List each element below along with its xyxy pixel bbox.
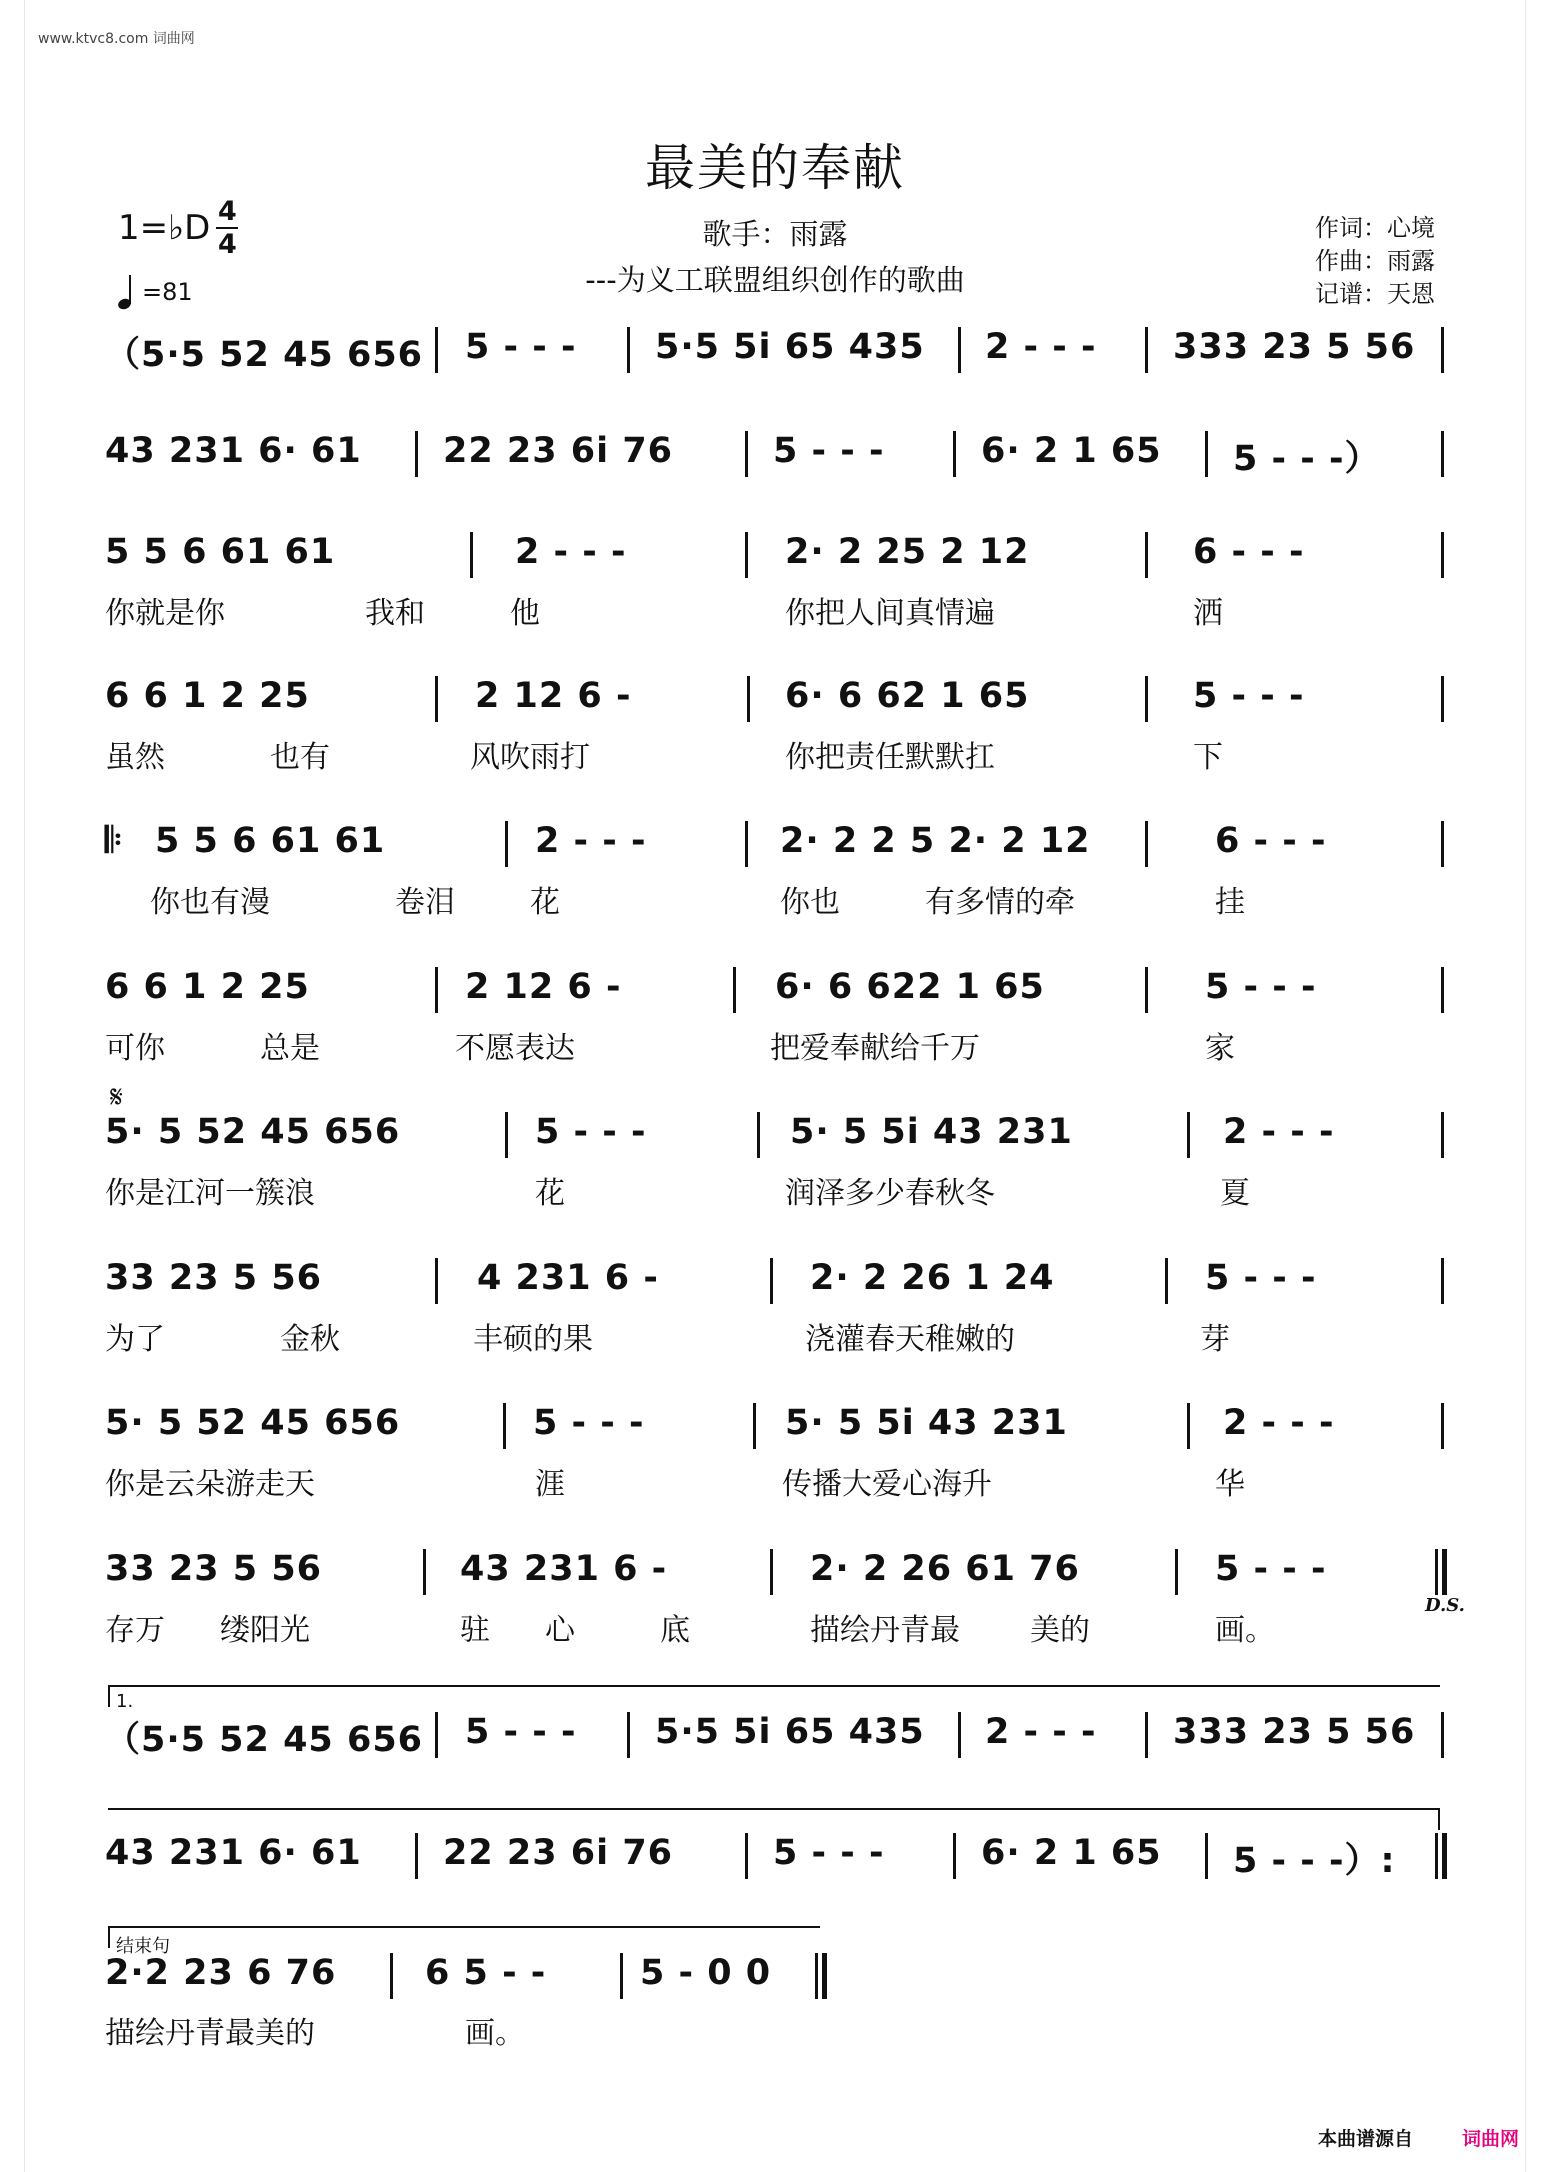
- volta-label: 1.: [116, 1691, 134, 1712]
- key-tone: ♭D: [168, 208, 211, 248]
- lyric-line-7: [105, 1168, 1445, 1211]
- final-bar-line: [1442, 1549, 1447, 1595]
- measure: 5 - - -: [773, 1833, 885, 1873]
- bar-line: [953, 1833, 956, 1879]
- bar-line: [1441, 1258, 1444, 1304]
- measure: 22 23 6i 76: [443, 431, 674, 471]
- measure: 5 - - -: [1205, 1258, 1317, 1298]
- bar-line: [1441, 532, 1444, 578]
- lyric: 芽: [1200, 1322, 1230, 1357]
- bar-line: [1145, 967, 1148, 1013]
- measure: 2· 2 26 1 24: [810, 1258, 1055, 1298]
- right-margin-strip: [1525, 0, 1550, 2172]
- bar-line: [435, 327, 438, 373]
- song-title: 最美的奉献: [645, 139, 905, 197]
- lyric: 传播大爱心海升: [782, 1467, 992, 1502]
- bar-line: [1187, 1403, 1190, 1449]
- bar-line: [435, 1258, 438, 1304]
- bar-line: [770, 1258, 773, 1304]
- left-margin-strip: [0, 0, 25, 2172]
- measure: 5 - - -: [1205, 967, 1317, 1007]
- bar-line: [415, 431, 418, 477]
- measure: 2· 2 26 61 76: [810, 1549, 1080, 1589]
- subtitle: ---为义工联盟组织创作的歌曲: [585, 263, 965, 297]
- lyric-line-5: [105, 877, 1445, 920]
- tempo-value: =81: [142, 278, 193, 306]
- lyric: 下: [1193, 740, 1223, 775]
- lyric: 缕阳光: [220, 1613, 310, 1648]
- quarter-note-icon: [118, 275, 138, 309]
- measure: 4 231 6 -: [477, 1258, 659, 1298]
- lyric-line-10: [105, 1605, 1445, 1648]
- ending-bracket: [108, 1926, 820, 1957]
- lyric: 华: [1215, 1467, 1245, 1502]
- score-line-5: [105, 817, 1445, 875]
- bar-line: [1441, 327, 1444, 373]
- bar-line: [1441, 821, 1444, 867]
- lyric: 家: [1205, 1031, 1235, 1066]
- measure: 6 - - -: [1193, 532, 1305, 572]
- lyric-line-3: [105, 588, 1445, 631]
- bar-line: [1441, 1403, 1444, 1449]
- lyric: 你把责任默默扛: [785, 740, 995, 775]
- measure: 33 23 5 56: [105, 1258, 323, 1298]
- lyric-line-4: [105, 732, 1445, 775]
- lyricist: 作词：心境: [1315, 214, 1435, 242]
- composer: 作曲：雨露: [1315, 247, 1435, 275]
- measure: （5·5 52 45 656: [105, 1720, 424, 1760]
- lyric: 画。: [465, 2016, 525, 2051]
- beats-top: 4: [217, 196, 237, 227]
- bar-line: [770, 1549, 773, 1595]
- footer-site-link[interactable]: 词曲网: [1462, 2128, 1520, 2150]
- bar-line: [745, 821, 748, 867]
- lyric: 你也: [780, 885, 840, 920]
- lyric: 可你: [105, 1031, 165, 1066]
- lyric: 不愿表达: [455, 1031, 575, 1066]
- bar-line: [958, 327, 961, 373]
- score-line-1: [105, 323, 1445, 381]
- measure: 43 231 6 -: [460, 1549, 668, 1589]
- bar-line: [815, 1953, 818, 1999]
- measure: 2 - - -: [985, 327, 1097, 367]
- lyric: 驻: [460, 1613, 490, 1648]
- footer-source-label: 本曲谱源自: [1318, 2128, 1414, 2150]
- repeat-start: 𝄆: [105, 821, 124, 861]
- bar-line: [1441, 1712, 1444, 1758]
- bar-line: [747, 676, 750, 722]
- measure: 43 231 6· 61: [105, 1833, 362, 1873]
- score-line-3: [105, 528, 1445, 586]
- watermark-text: www.ktvc8.com 词曲网: [38, 31, 195, 47]
- lyric: 你也有漫: [150, 885, 270, 920]
- bar-line: [505, 1112, 508, 1158]
- lyric: 夏: [1220, 1176, 1250, 1211]
- lyric: 画。: [1215, 1613, 1275, 1648]
- bar-line: [745, 1833, 748, 1879]
- beats-bottom: 4: [217, 229, 237, 260]
- bar-line: [1145, 532, 1148, 578]
- time-signature: [216, 198, 238, 258]
- lyric: 总是: [260, 1031, 320, 1066]
- bar-line: [1435, 1833, 1438, 1879]
- measure: 2 - - -: [535, 821, 647, 861]
- bar-line: [505, 821, 508, 867]
- measure: 5 - 0 0: [640, 1953, 772, 1993]
- bar-line: [958, 1712, 961, 1758]
- bar-line: [1145, 1712, 1148, 1758]
- lyric: 花: [535, 1176, 565, 1211]
- measure: 5· 5 52 45 656: [105, 1112, 401, 1152]
- lyric: 卷泪: [395, 885, 455, 920]
- score-line-4: [105, 672, 1445, 730]
- bar-line: [435, 967, 438, 1013]
- lyric: 风吹雨打: [470, 740, 590, 775]
- bar-line: [1441, 1112, 1444, 1158]
- bar-line: [745, 532, 748, 578]
- tempo-mark: [118, 275, 193, 309]
- lyric-line-6: [105, 1023, 1445, 1066]
- measure: 2 - - -: [1223, 1112, 1335, 1152]
- lyric: 丰硕的果: [473, 1322, 593, 1357]
- bar-line: [1441, 431, 1444, 477]
- lyric: 美的: [1030, 1613, 1090, 1648]
- bar-line: [1435, 1549, 1438, 1595]
- bar-line: [1145, 821, 1148, 867]
- measure: 5 - - -: [1193, 676, 1305, 716]
- measure: 5 - - -: [535, 1112, 647, 1152]
- lyric: 挂: [1215, 885, 1245, 920]
- measure: 5 5 6 61 61: [105, 532, 336, 572]
- measure: 5 5 6 61 61: [155, 821, 386, 861]
- measure: 5 - - -: [533, 1403, 645, 1443]
- ds-mark: D.S.: [1425, 1595, 1465, 1616]
- bar-line: [435, 1712, 438, 1758]
- measure: 6 6 1 2 25: [105, 676, 310, 716]
- score-line-6: [105, 963, 1445, 1021]
- measure: 5 - - -: [1215, 1549, 1327, 1589]
- measure: 2 12 6 -: [475, 676, 632, 716]
- bar-line: [415, 1833, 418, 1879]
- measure: 33 23 5 56: [105, 1549, 323, 1589]
- measure: 5 - - -: [465, 1712, 577, 1752]
- lyric: 描绘丹青最美的: [105, 2016, 315, 2051]
- lyric: 你就是你: [105, 596, 225, 631]
- measure: 6· 2 1 65: [981, 431, 1162, 471]
- measure: 2 - - -: [515, 532, 627, 572]
- measure: 5 - - -: [465, 327, 577, 367]
- measure: 6 5 - -: [425, 1953, 547, 1993]
- measure: 5 - - -）: [1233, 439, 1381, 479]
- bar-line: [1145, 676, 1148, 722]
- bar-line: [733, 967, 736, 1013]
- measure: 5 - - -）:: [1233, 1841, 1396, 1881]
- lyric: 涯: [535, 1467, 565, 1502]
- lyric: 洒: [1193, 596, 1223, 631]
- measure: 5· 5 5i 43 231: [785, 1403, 1068, 1443]
- lyric: 我和: [365, 596, 425, 631]
- lyric: 也有: [270, 740, 330, 775]
- bar-line: [435, 676, 438, 722]
- measure: 333 23 5 56: [1173, 327, 1416, 367]
- segno-sign: 𝄋: [110, 1080, 123, 1115]
- lyric: 存万: [105, 1613, 165, 1648]
- key-signature: [118, 198, 238, 258]
- measure: 6 6 1 2 25: [105, 967, 310, 1007]
- bar-line: [423, 1549, 426, 1595]
- ending-label: 结束句: [116, 1936, 170, 1957]
- volta-bracket-1: [108, 1685, 1440, 1712]
- bar-line: [1145, 327, 1148, 373]
- bar-line: [1187, 1112, 1190, 1158]
- score-line-12: [105, 1829, 1445, 1887]
- measure: 2· 2 25 2 12: [785, 532, 1030, 572]
- measure: 5· 5 52 45 656: [105, 1403, 401, 1443]
- lyric: 心: [545, 1613, 575, 1648]
- bar-line: [627, 1712, 630, 1758]
- lyric-line-8: [105, 1314, 1445, 1357]
- lyric: 描绘丹青最: [810, 1613, 960, 1648]
- lyric: 浇灌春天稚嫩的: [805, 1322, 1015, 1357]
- bar-line: [953, 431, 956, 477]
- lyric: 他: [510, 596, 540, 631]
- lyric: 底: [660, 1613, 690, 1648]
- lyric: 为了: [105, 1322, 165, 1357]
- score-line-2: [105, 427, 1445, 485]
- measure: 43 231 6· 61: [105, 431, 362, 471]
- final-bar-line: [822, 1953, 827, 1999]
- repeat-end-bar: [1442, 1833, 1447, 1879]
- singer: 歌手：雨露: [702, 217, 848, 251]
- measure: 5·5 5i 65 435: [655, 327, 925, 367]
- bar-line: [745, 431, 748, 477]
- measure: 2 - - -: [1223, 1403, 1335, 1443]
- lyric-line-9: [105, 1459, 1445, 1502]
- bar-line: [627, 327, 630, 373]
- measure: 2·2 23 6 76: [105, 1953, 337, 1993]
- measure: 5· 5 5i 43 231: [790, 1112, 1073, 1152]
- bar-line: [1165, 1258, 1168, 1304]
- bar-line: [503, 1403, 506, 1449]
- score-line-9: [105, 1399, 1445, 1457]
- lyric: 你是江河一簇浪: [105, 1176, 315, 1211]
- measure: 5·5 5i 65 435: [655, 1712, 925, 1752]
- bar-line: [1175, 1549, 1178, 1595]
- bar-line: [1205, 1833, 1208, 1879]
- score-line-10: [105, 1545, 1445, 1603]
- lyric: 花: [530, 885, 560, 920]
- measure: 2 12 6 -: [465, 967, 622, 1007]
- transcriber: 记谱：天恩: [1315, 280, 1435, 308]
- score-line-7: [105, 1108, 1445, 1166]
- bar-line: [470, 532, 473, 578]
- measure: 2 - - -: [985, 1712, 1097, 1752]
- lyric: 虽然: [105, 740, 165, 775]
- measure: （5·5 52 45 656: [105, 335, 424, 375]
- measure: 333 23 5 56: [1173, 1712, 1416, 1752]
- measure: 6· 2 1 65: [981, 1833, 1162, 1873]
- score-line-11: [105, 1708, 1445, 1766]
- measure: 6 - - -: [1215, 821, 1327, 861]
- lyric: 金秋: [280, 1322, 340, 1357]
- bar-line: [1205, 431, 1208, 477]
- measure: 6· 6 622 1 65: [775, 967, 1045, 1007]
- bar-line: [390, 1953, 393, 1999]
- bar-line: [1441, 676, 1444, 722]
- measure: 6· 6 62 1 65: [785, 676, 1030, 716]
- bar-line: [757, 1112, 760, 1158]
- lyric: 把爱奉献给千万: [770, 1031, 980, 1066]
- score-line-13: [105, 1949, 1445, 2007]
- lyric: 有多情的牵: [925, 885, 1075, 920]
- key-label: 1=: [118, 208, 169, 248]
- bar-line: [1441, 967, 1444, 1013]
- volta-bracket-1-cont: [108, 1808, 1440, 1830]
- credits: [1315, 212, 1435, 311]
- bar-line: [753, 1403, 756, 1449]
- lyric-line-13: [105, 2008, 1445, 2051]
- lyric: 润泽多少春秋冬: [785, 1176, 995, 1211]
- score-line-8: [105, 1254, 1445, 1312]
- measure: 5 - - -: [773, 431, 885, 471]
- measure: 2· 2 2 5 2· 2 12: [780, 821, 1091, 861]
- lyric: 你把人间真情遍: [785, 596, 995, 631]
- measure: 22 23 6i 76: [443, 1833, 674, 1873]
- bar-line: [620, 1953, 623, 1999]
- lyric: 你是云朵游走天: [105, 1467, 315, 1502]
